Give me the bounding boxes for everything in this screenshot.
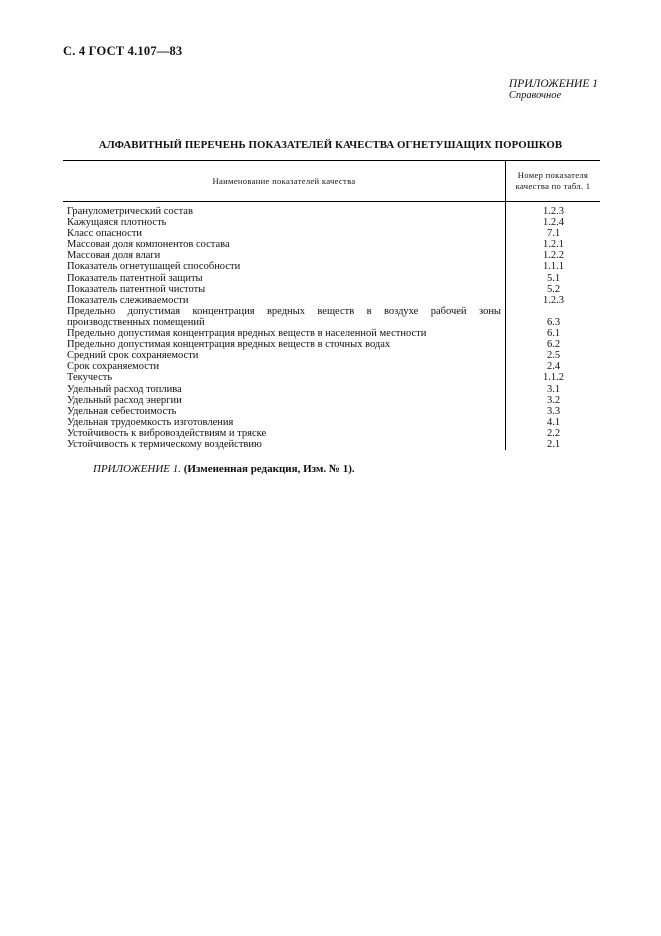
indicator-name: Текучесть — [67, 372, 113, 384]
indicator-number: 6.2 — [546, 339, 561, 351]
table-row — [63, 395, 600, 406]
indicator-name: Удельная трудоемкость изготовления — [67, 416, 234, 428]
indicator-name: Средний срок сохраняемости — [67, 350, 199, 362]
indicator-name: Показатель огнетушащей способности — [67, 261, 241, 273]
table-row — [63, 217, 600, 228]
table-row — [63, 328, 600, 339]
footnote-text: (Измененная редакция, Изм. № 1). — [183, 463, 355, 475]
column-divider — [505, 202, 506, 450]
table-row — [63, 339, 600, 350]
table-row — [63, 439, 600, 450]
indicator-name: Показатель слеживаемости — [67, 294, 189, 306]
indicator-number: 1.1.1 — [543, 261, 564, 273]
indicator-number: 7.1 — [546, 228, 561, 240]
column-header-number-line1: Номер показателя — [517, 170, 589, 180]
table-row — [63, 417, 600, 428]
indicator-number: 2.5 — [546, 350, 561, 362]
table-row — [63, 361, 600, 372]
page-header: С. 4 ГОСТ 4.107—83 — [63, 44, 183, 58]
indicator-name: Показатель патентной защиты — [67, 272, 203, 284]
indicator-name: Предельно допустимая концентрация вредных веществ в сточных водах — [67, 339, 391, 351]
indicator-number: 1.1.2 — [543, 372, 564, 384]
column-header-number — [505, 161, 600, 201]
indicator-name: Массовая доля компонентов состава — [67, 239, 230, 251]
indicator-name: Удельный расход энергии — [67, 394, 182, 406]
column-header-number-line2: качества по табл. 1 — [515, 181, 591, 191]
table-row — [63, 273, 600, 284]
indicator-number: 1.2.2 — [543, 250, 564, 262]
indicator-number: 1.2.1 — [543, 239, 564, 251]
table-row — [63, 428, 600, 439]
indicator-name: Предельно допустимая концентрация вредных веществ в воздухе рабочей зоны производственных помещений — [67, 305, 501, 328]
indicator-name: Кажущаяся плотность — [67, 217, 167, 229]
table-body — [63, 202, 600, 450]
indicator-name: Устойчивость к термическому воздействию — [67, 438, 262, 450]
table-row — [63, 384, 600, 395]
footnote — [93, 463, 355, 475]
table-row — [63, 295, 600, 306]
table-row — [63, 250, 600, 261]
indicator-number: 2.4 — [546, 361, 561, 373]
table-row — [63, 261, 600, 272]
indicator-number: 5.2 — [546, 283, 561, 295]
footnote-label: ПРИЛОЖЕНИЕ 1. — [93, 463, 181, 475]
indicator-name: Срок сохраняемости — [67, 361, 160, 373]
indicator-number: 2.1 — [546, 438, 561, 450]
indicator-number: 3.3 — [546, 405, 561, 417]
table-row — [63, 206, 600, 217]
table-header — [63, 160, 600, 202]
indicator-name: Удельная себестоимость — [67, 405, 177, 417]
table-row — [63, 284, 600, 295]
indicator-number: 6.3 — [546, 316, 561, 328]
indicators-table — [63, 160, 600, 450]
indicator-name: Массовая доля влаги — [67, 250, 161, 262]
indicator-number: 5.1 — [546, 272, 561, 284]
indicator-number: 6.1 — [546, 328, 561, 340]
appendix-sublabel: Справочное — [508, 90, 562, 101]
indicator-number: 2.2 — [546, 427, 561, 439]
appendix-label-block — [509, 79, 598, 101]
indicator-name: Предельно допустимая концентрация вредных веществ в населенной местности — [67, 328, 427, 340]
indicator-name: Устойчивость к вибровоздействиям и тряске — [67, 427, 267, 439]
column-header-name: Наименование показателей качества — [212, 176, 356, 186]
document-title: АЛФАВИТНЫЙ ПЕРЕЧЕНЬ ПОКАЗАТЕЛЕЙ КАЧЕСТВА ОГНЕТУШАЩИХ ПОРОШКОВ — [98, 139, 563, 151]
indicator-name: Удельный расход топлива — [67, 383, 182, 395]
table-row — [63, 239, 600, 250]
table-row — [63, 306, 600, 328]
indicator-number: 4.1 — [546, 416, 561, 428]
indicator-number: 3.2 — [546, 394, 561, 406]
table-row — [63, 228, 600, 239]
indicator-name: Класс опасности — [67, 228, 143, 240]
indicator-number: 3.1 — [546, 383, 561, 395]
indicator-name: Гранулометрический состав — [67, 206, 193, 217]
appendix-label: ПРИЛОЖЕНИЕ 1 — [508, 78, 598, 90]
indicator-name: Показатель патентной чистоты — [67, 283, 206, 295]
indicator-number: 1.2.3 — [543, 206, 564, 217]
indicator-number: 1.2.4 — [543, 217, 564, 229]
indicator-number: 1.2.3 — [543, 294, 564, 306]
table-row — [63, 350, 600, 361]
table-row — [63, 372, 600, 383]
table-row — [63, 406, 600, 417]
